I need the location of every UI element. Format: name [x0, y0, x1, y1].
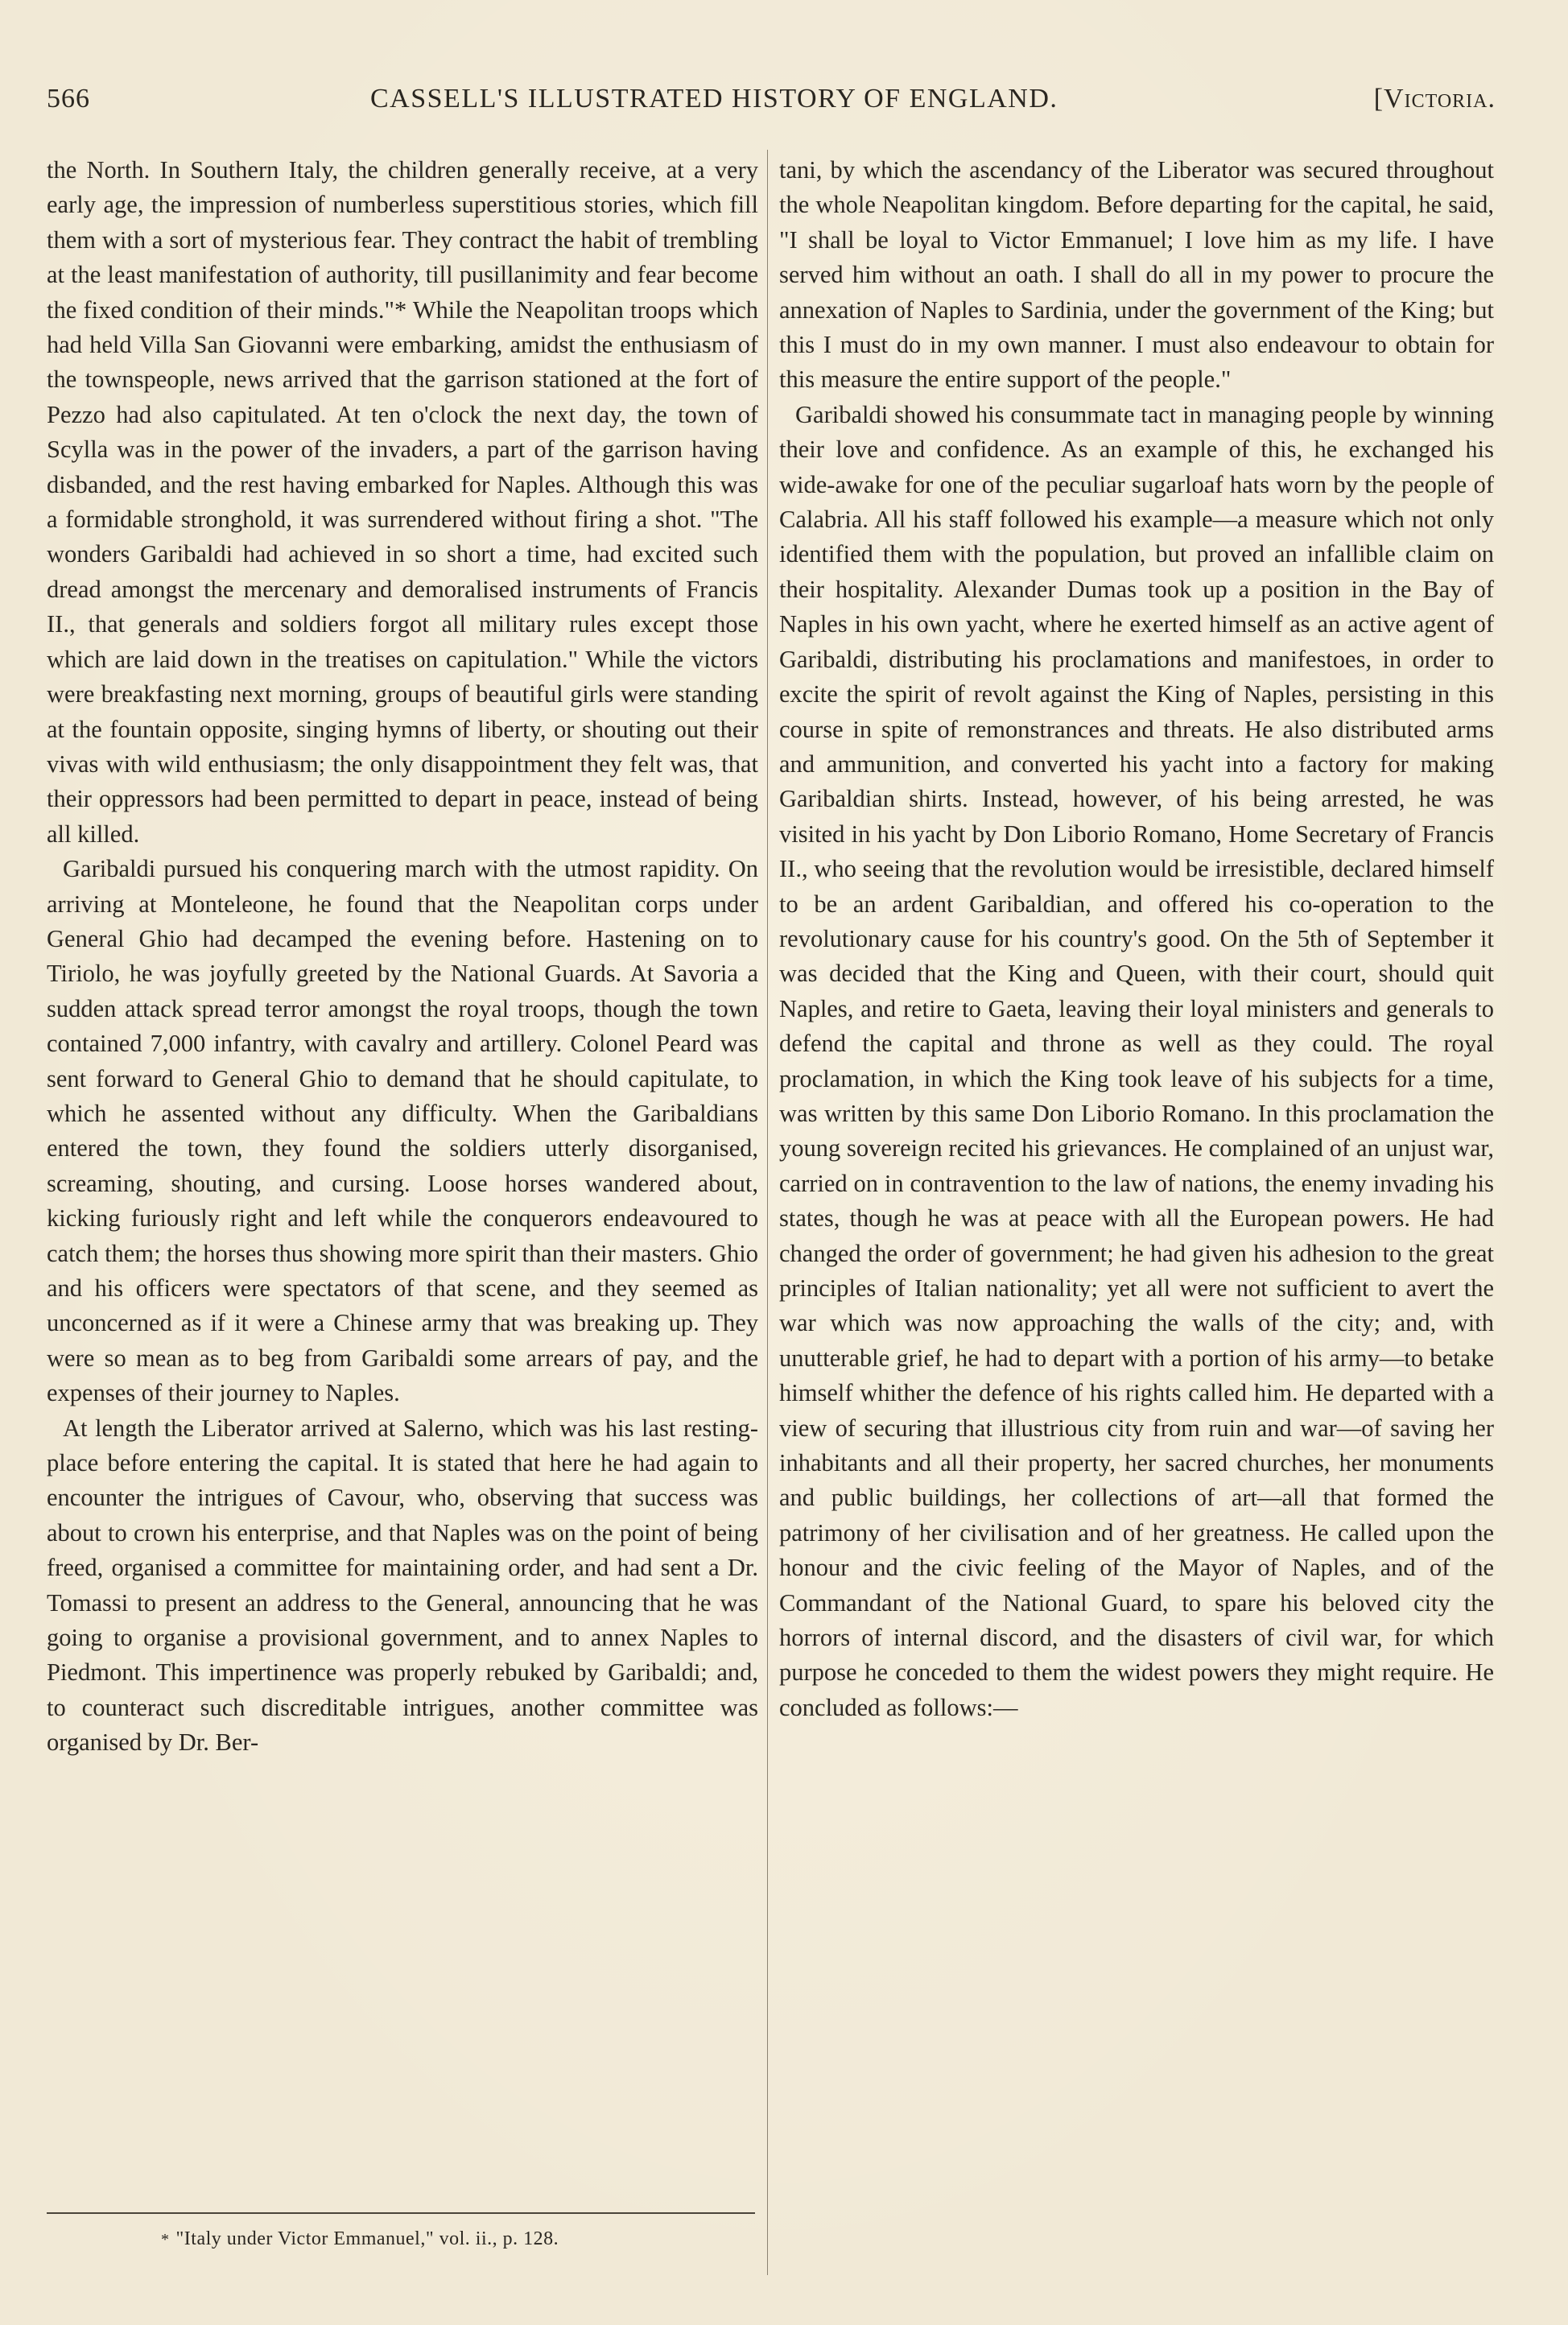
page-number: 566	[47, 84, 90, 114]
paragraph: the North. In Southern Italy, the children generally receive, at a very early age, the impression of numberless superstitious stories, which fill them with a sort of mysterious fear. They contract the habit of trembling at the least manifestation of authority, till pusillanimity and fear become the fixed condition of their minds."* While the Neapolitan troops which had held Villa San Giovanni were embarking, amidst the enthusiasm of the townspeople, news arrived that the garrison stationed at the fort of Pezzo had also capitulated. At ten o'clock the next day, the town of Scylla was in the power of the invaders, a part of the garrison having disbanded, and the rest having embarked for Naples. Although this was a formidable stronghold, it was surrendered without firing a shot. "The wonders Garibaldi had achieved in so short a time, had excited such dread amongst the mercenary and demoralised instruments of Francis II., that generals and soldiers forgot all military rules except those which are laid down in the treatises on capitulation." While the victors were breakfasting next morning, groups of beautiful girls were standing at the fountain opposite, singing hymns of liberty, or shouting out their vivas with wild enthusiasm; the only disappointment they felt was, that their oppressors had been permitted to depart in peace, instead of being all killed.	[47, 156, 758, 848]
page-header	[47, 84, 1496, 122]
column-divider	[767, 150, 768, 2275]
footnote	[161, 2228, 559, 2250]
running-title: CASSELL'S ILLUSTRATED HISTORY OF ENGLAND.	[370, 84, 1058, 114]
footnote-text: "Italy under Victor Emmanuel," vol. ii., p. 128.	[175, 2228, 559, 2249]
paragraph: Garibaldi pursued his conquering march with the utmost rapidity. On arriving at Monteleone, he found that the Neapolitan corps under General Ghio had decamped the evening before. Hastening on to Tiriolo, he was joyfully greeted by the National Guards. At Savoria a sudden attack spread terror amongst the royal troops, though the town contained 7,000 infantry, with cavalry and artillery. Colonel Peard was sent forward to General Ghio to demand that he should capitulate, to which he assented without any difficulty. When the Garibaldians entered the town, they found the soldiers utterly disorganised, screaming, shouting, and cursing. Loose horses wandered about, kicking furiously right and left while the conquerors endeavoured to catch them; the horses thus showing more spirit than their masters. Ghio and his officers were spectators of that scene, and they seemed as unconcerned as if it were a Chinese army that was breaking up. They were so mean as to beg from Garibaldi some arrears of pay, and the expenses of their journey to Naples.	[47, 855, 758, 1407]
paragraph: Garibaldi showed his consummate tact in managing people by winning their love and confidence. As an example of this, he exchanged his wide-awake for one of the peculiar sugarloaf hats worn by the people of Calabria. All his staff followed his example—a measure which not only identified them with the population, but proved an infallible claim on their hospitality. Alexander Dumas took up a position in the Bay of Naples in his own yacht, where he exerted himself as an active agent of Garibaldi, distributing his proclamations and manifestoes, in order to excite the spirit of revolt against the King of Naples, persisting in this course in spite of remonstrances and threats. He also distributed arms and ammunition, and converted his yacht into a factory for making Garibaldian shirts. Instead, however, of his being arrested, he was visited in his yacht by Don Liborio Romano, Home Secretary of Francis II., who seeing that the revolution would be irresistible, declared himself to be an ardent Garibaldian, and offered his co-operation to the revolutionary cause for his country's good. On the 5th of September it was decided that the King and Queen, with their court, should quit Naples, and retire to Gaeta, leaving their loyal ministers and generals to defend the capital and throne as well as they could. The royal proclamation, in which the King took leave of his subjects for a time, was written by this same Don Liborio Romano. In this proclamation the young sovereign recited his grievances. He complained of an unjust war, carried on in contravention to the law of nations, the enemy invading his states, though he was at peace with all the European powers. He had changed the order of government; he had given his adhesion to the great principles of Italian nationality; yet all were not sufficient to avert the war which was now approaching the walls of the city; and, with unutterable grief, he had to depart with a portion of his army—to betake himself whither the defence of his rights called him. He departed with a view of securing that illustrious city from ruin and war—of saving her inhabitants and all their property, her sacred churches, her monuments and public buildings, her collections of art—all that formed the patrimony of her civilisation and of her greatness. He called upon the honour and the civic feeling of the Mayor of Naples, and of the Commandant of the National Guard, to spare his beloved city the horrors of internal discord, and the disasters of civil war, for which purpose he conceded to them the widest powers they might require. He concluded as follows:—	[779, 400, 1494, 1721]
right-column	[779, 153, 1494, 2262]
footnote-divider	[47, 2212, 755, 2214]
left-column	[47, 153, 758, 2174]
paragraph: tani, by which the ascendancy of the Liberator was secured throughout the whole Neapolitan kingdom. Before departing for the capital, he said, "I shall be loyal to Victor Emmanuel; I love him as my life. I have served him without an oath. I shall do all in my power to procure the annexation of Naples to Sardinia, under the government of the King; but this I must do in my own manner. I must also endeavour to obtain for this measure the entire support of the people."	[779, 156, 1494, 394]
footnote-marker: *	[161, 2231, 170, 2249]
paragraph: At length the Liberator arrived at Salerno, which was his last resting-place before entering the capital. It is stated that here he had again to encounter the intrigues of Cavour, who, observing that success was about to crown his enterprise, and that Naples was on the point of being freed, organised a committee for maintaining order, and had sent a Dr. Tomassi to present an address to the General, announcing that he was going to organise a provisional government, and to annex Naples to Piedmont. This impertinence was properly rebuked by Garibaldi; and, to counteract such discreditable intrigues, another committee was organised by Dr. Ber-	[47, 1414, 758, 1757]
section-heading: [Victoria.	[1373, 84, 1496, 114]
